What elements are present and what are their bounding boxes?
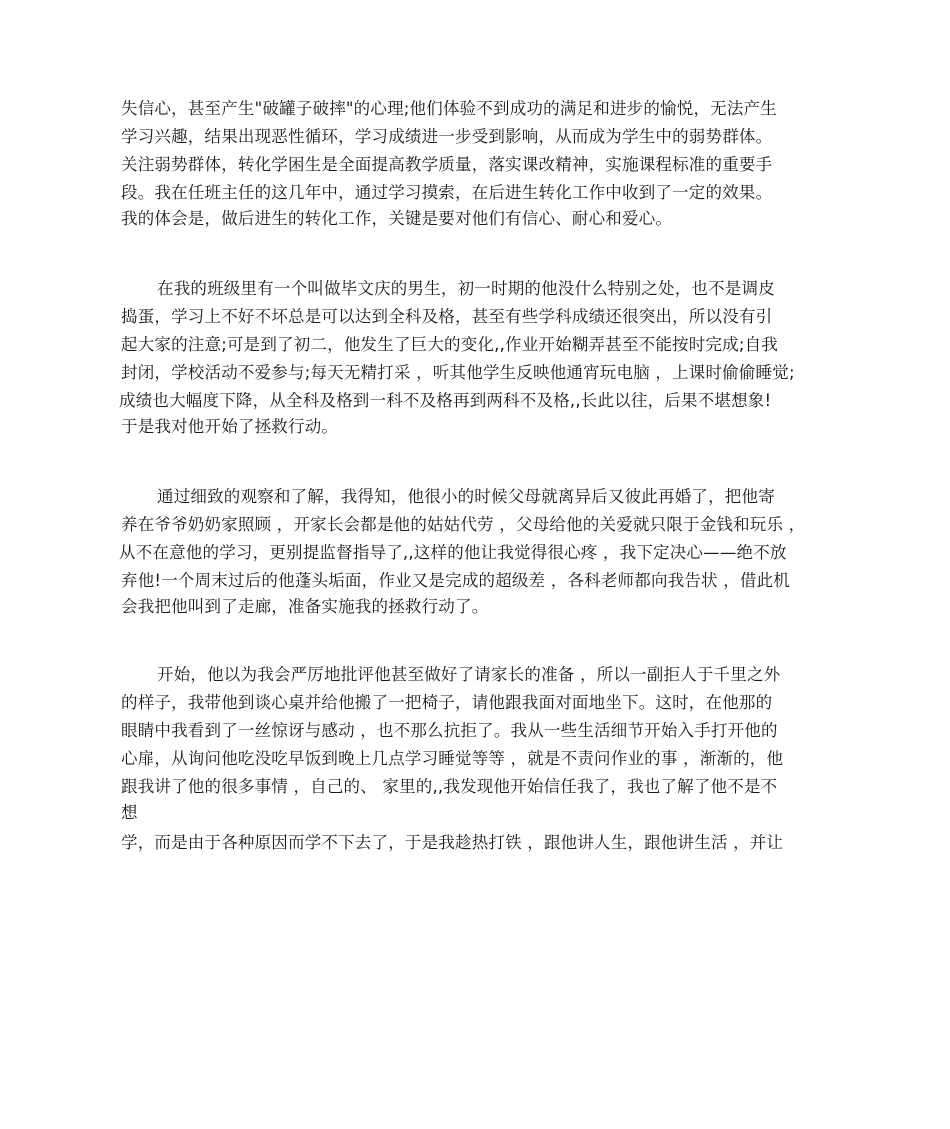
paragraph-1-line-3: 关注弱势群体，转化学困生是全面提高教学质量，落实课改精神，实施课程标准的重要手: [121, 155, 773, 174]
paragraph-3-line-2: 养在爷爷奶奶家照顾 ，开家长会都是他的姑姑代劳 ，父母给他的关爱就只限于金钱和玩乐 ，: [121, 515, 806, 534]
paragraph-4-line-4: 心扉，从询问他吃没吃早饭到晚上几点学习睡觉等等 ，就是不责问作业的事 ，渐渐的，他: [121, 749, 784, 768]
paragraph-1-line-1: 失信心，甚至产生"破罐子破摔"的心理;他们体验不到成功的满足和进步的愉悦，无法产生: [121, 99, 777, 118]
paragraph-1-line-2: 学习兴趣，结果出现恶性循环，学习成绩进一步受到影响，从而成为学生中的弱势群体。: [121, 127, 773, 146]
paragraph-4-line-6: 想: [121, 803, 138, 822]
paragraph-2-line-3: 起大家的注意;可是到了初二，他发生了巨大的变化,,作业开始糊弄甚至不能按时完成;自我: [121, 335, 779, 354]
paragraph-4-line-2: 的样子，我带他到谈心桌并给他搬了一把椅子，请他跟我面对面地坐下。这时，在他那的: [121, 693, 773, 712]
paragraph-2-line-5: 成绩也大幅度下降，从全科及格到一科不及格再到两科不及格,,长此以往，后果不堪想象!: [119, 391, 772, 410]
paragraph-4-line-3: 眼睛中我看到了一丝惊讶与感动 ，也不那么抗拒了。我从一些生活细节开始入手打开他的: [121, 721, 778, 740]
paragraph-3-line-1: 通过细致的观察和了解，我得知，他很小的时候父母就离异后又彼此再婚了，把他寄: [157, 487, 775, 506]
paragraph-1-line-4: 段。我在任班主任的这几年中，通过学习摸索，在后进生转化工作中收到了一定的效果。: [121, 183, 773, 202]
paragraph-1-line-5: 我的体会是，做后进生的转化工作，关键是要对他们有信心、耐心和爱心。: [121, 209, 673, 228]
paragraph-4-line-1: 开始，他以为我会严厉地批评他甚至做好了请家长的准备 ，所以一副拒人于千里之外: [157, 665, 781, 684]
paragraph-2-line-6: 于是我对他开始了拯救行动。: [121, 417, 339, 436]
paragraph-3-line-4: 弃他!一个周末过后的他蓬头垢面，作业又是完成的超级差 ，各科老师都向我告状 ，借此机: [121, 571, 791, 590]
paragraph-4-line-5: 跟我讲了他的很多事情 ，自己的、 家里的,,我发现他开始信任我了，我也了解了他不是不: [121, 777, 778, 796]
paragraph-2-line-2: 捣蛋，学习上不好不坏总是可以达到全科及格，甚至有些学科成绩还很突出，所以没有引: [121, 307, 773, 326]
paragraph-3-line-5: 会我把他叫到了走廊，准备实施我的拯救行动了。: [121, 597, 489, 616]
paragraph-2-line-4: 封闭，学校活动不爱参与;每天无精打采 ，听其他学生反映他通宵玩电脑 ，上课时偷偷睡觉;: [121, 363, 795, 382]
paragraph-2-line-1: 在我的班级里有一个叫做毕文庆的男生，初一时期的他没什么特别之处，也不是调皮: [157, 279, 775, 298]
paragraph-3-line-3: 从不在意他的学习，更别提监督指导了,,这样的他让我觉得很心疼 ，我下定决心——绝不放: [119, 543, 787, 562]
paragraph-4-line-7: 学，而是由于各种原因而学不下去了，于是我趁热打铁 ，跟他讲人生，跟他讲生活 ，并让: [121, 833, 784, 852]
